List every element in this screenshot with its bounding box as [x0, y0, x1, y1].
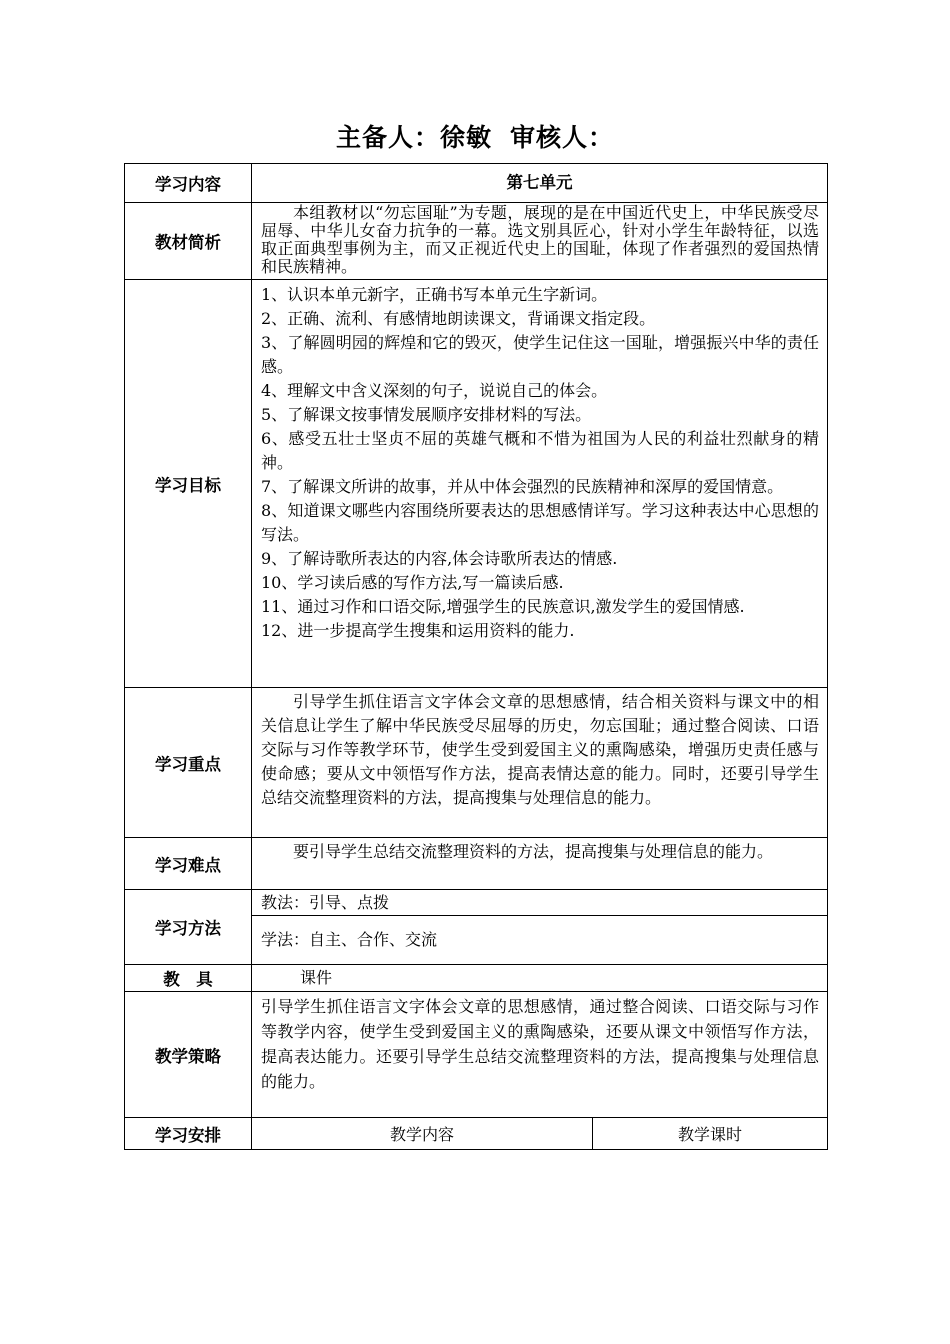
method-label: 学习方法	[125, 890, 252, 965]
strategy-label: 教学策略	[125, 992, 252, 1118]
goal-item: 1、认识本单元新字，正确书写本单元生字新词。	[261, 285, 608, 304]
strategy-text: 引导学生抓住语言文字体会文章的思想感情，通过整合阅读、口语交际与习作等教学内容，使学生受到爱国主义的熏陶感染，还要从课文中领悟写作方法，提高表达能力。还要引导学生总结交流整理资料的方法，提高搜集与处理信息的能力。	[261, 997, 819, 1091]
goal-item: 5、了解课文按事情发展顺序安排材料的写法。	[261, 405, 592, 424]
goal-item: 9、了解诗歌所表达的内容,体会诗歌所表达的情感.	[261, 549, 618, 568]
goal-item: 12、进一步提高学生搜集和运用资料的能力.	[261, 621, 575, 640]
goal-item: 4、理解文中含义深刻的句子，说说自己的体会。	[261, 381, 608, 400]
method-cell	[252, 890, 828, 965]
content-value: 第七单元	[506, 173, 573, 192]
goals-list	[252, 280, 827, 645]
difficulty-text: 要引导学生总结交流整理资料的方法，提高搜集与处理信息的能力。	[293, 842, 774, 861]
goal-item: 7、了解课文所讲的故事，并从中体会强烈的民族精神和深厚的爱国情意。	[261, 477, 784, 496]
goal-item: 3、了解圆明园的辉煌和它的毁灭，使学生记住这一国耻，增强振兴中华的责任感。	[261, 333, 819, 376]
goal-item: 11、通过习作和口语交际,增强学生的民族意识,激发学生的爱国情感.	[261, 597, 745, 616]
row-material	[125, 203, 828, 280]
page-title	[0, 118, 950, 154]
material-label: 教材简析	[125, 203, 252, 280]
goals-label: 学习目标	[125, 280, 252, 688]
method-learning: 学法：自主、合作、交流	[261, 930, 438, 949]
arrangement-label: 学习安排	[125, 1118, 252, 1150]
focus-label: 学习重点	[125, 688, 252, 838]
arrangement-hours-header	[593, 1118, 828, 1150]
tools-label: 教 具	[125, 965, 252, 992]
material-text: 本组教材以“勿忘国耻”为专题，展现的是在中国近代史上，中华民族受尽屈辱、中华儿女奋力抗争的一幕。选文别具匠心，针对小学生年龄特征，以选取正面典型事例为主，而又正视近代史上的国耻，体现了作者强烈的爱国热情和民族精神。	[261, 203, 819, 276]
goal-item: 6、感受五壮士坚贞不屈的英雄气概和不惜为祖国为人民的利益壮烈献身的精神。	[261, 429, 819, 472]
row-tools	[125, 965, 828, 992]
row-method	[125, 890, 828, 965]
strategy-cell	[252, 992, 828, 1118]
goals-cell	[252, 280, 828, 688]
method-teaching: 教法：引导、点拨	[252, 890, 827, 916]
goal-item: 8、知道课文哪些内容围绕所要表达的思想感情详写。学习这种表达中心思想的写法。	[261, 501, 819, 544]
goal-item: 2、正确、流利、有感情地朗读课文，背诵课文指定段。	[261, 309, 656, 328]
difficulty-label: 学习难点	[125, 838, 252, 890]
lesson-plan-table	[124, 163, 828, 1150]
tools-value: 课件	[300, 968, 333, 987]
row-arrangement	[125, 1118, 828, 1150]
col-content-label: 教学内容	[389, 1125, 454, 1144]
reviewer-label: 审核人：	[510, 123, 615, 152]
row-focus	[125, 688, 828, 838]
focus-text: 引导学生抓住语言文字体会文章的思想感情，结合相关资料与课文中的相关信息让学生了解中华民族受尽屈辱的历史，勿忘国耻；通过整合阅读、口语交际与习作等教学环节，使学生受到爱国主义的熏陶感染，增强历史责任感与使命感；要从文中领悟写作方法，提高表情达意的能力。同时，还要引导学生总结交流整理资料的方法，提高搜集与处理信息的能力。	[261, 692, 819, 807]
goal-item: 10、学习读后感的写作方法,写一篇读后感.	[261, 573, 564, 592]
row-strategy	[125, 992, 828, 1118]
preparer-label: 主备人：徐敏	[335, 123, 492, 152]
content-label: 学习内容	[125, 164, 252, 203]
content-value-cell	[252, 164, 828, 203]
tools-cell	[252, 965, 828, 992]
material-cell	[252, 203, 828, 280]
focus-cell	[252, 688, 828, 838]
row-difficulty	[125, 838, 828, 890]
row-content	[125, 164, 828, 203]
col-hours-label: 教学课时	[677, 1125, 742, 1144]
difficulty-cell	[252, 838, 828, 890]
row-goals	[125, 280, 828, 688]
arrangement-content-header	[252, 1118, 593, 1150]
